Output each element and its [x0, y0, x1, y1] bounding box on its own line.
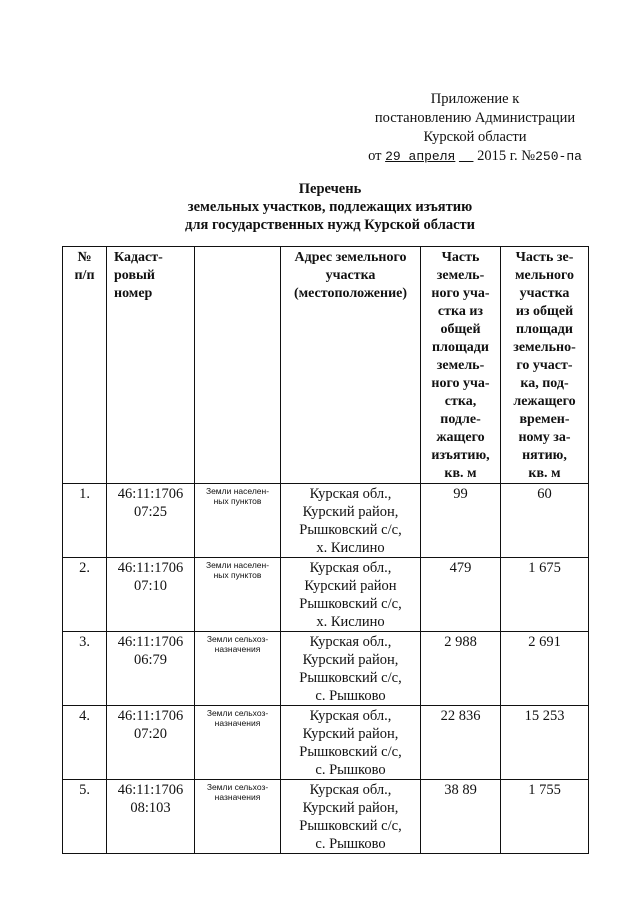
title-line-2: земельных участков, подлежащих изъятию — [187, 199, 473, 215]
table-row — [63, 780, 589, 854]
row-address: Курская обл., Курский район Рышковский с/с, х. Кислино — [281, 558, 421, 632]
row-cadastral: 46:11:1706 07:20 — [107, 706, 195, 780]
row-category: Земли населен- ных пунктов — [195, 558, 281, 632]
row-temporary-area: 2 691 — [501, 632, 589, 706]
header-address: Адрес земельного участка (местоположение) — [281, 247, 421, 484]
table-row — [63, 558, 589, 632]
row-category: Земли сельхоз- назначения — [195, 632, 281, 706]
row-cadastral: 46:11:1706 07:10 — [107, 558, 195, 632]
document-title — [60, 180, 600, 234]
date-prefix: от — [368, 148, 382, 164]
row-address: Курская обл., Курский район, Рышковский с/с, х. Кислино — [281, 484, 421, 558]
row-cadastral: 46:11:1706 06:79 — [107, 632, 195, 706]
row-number: 2. — [63, 558, 107, 632]
title-line-1: Перечень — [298, 181, 362, 197]
row-seized-area: 2 988 — [421, 632, 501, 706]
row-number: 1. — [63, 484, 107, 558]
row-temporary-area: 15 253 — [501, 706, 589, 780]
row-category: Земли сельхоз- назначения — [195, 780, 281, 854]
row-seized-area: 38 89 — [421, 780, 501, 854]
appendix-header — [350, 90, 600, 166]
table-row — [63, 484, 589, 558]
row-seized-area: 479 — [421, 558, 501, 632]
title-line-3: для государственных нужд Курской области — [185, 217, 475, 233]
header-number: № п/п — [63, 247, 107, 484]
row-number: 4. — [63, 706, 107, 780]
row-address: Курская обл., Курский район, Рышковский с/с, с. Рышково — [281, 706, 421, 780]
document-number: 250-па — [535, 149, 582, 164]
row-address: Курская обл., Курский район, Рышковский с/с, с. Рышково — [281, 632, 421, 706]
appendix-date-line — [350, 147, 600, 166]
table-row — [63, 632, 589, 706]
header-cadastral: Кадаст- ровый номер — [107, 247, 195, 484]
header-seized-area: Часть земель- ного уча- стка из общей площади земель- ного уча- стка, подле- жащего изъятию, кв. м — [421, 247, 501, 484]
row-category: Земли сельхоз- назначения — [195, 706, 281, 780]
row-number: 3. — [63, 632, 107, 706]
date-day-month: 29 апреля — [385, 149, 456, 164]
row-seized-area: 22 836 — [421, 706, 501, 780]
date-year: 2015 г. № — [477, 148, 536, 164]
land-plots-table — [62, 246, 589, 854]
table-header-row — [63, 247, 589, 484]
row-seized-area: 99 — [421, 484, 501, 558]
table-row — [63, 706, 589, 780]
row-cadastral: 46:11:1706 08:103 — [107, 780, 195, 854]
appendix-line-1: Приложение к — [430, 91, 520, 107]
header-category — [195, 247, 281, 484]
row-address: Курская обл., Курский район, Рышковский с/с, с. Рышково — [281, 780, 421, 854]
row-number: 5. — [63, 780, 107, 854]
header-temporary-area: Часть зе- мельного участка из общей площади земельно- го участ- ка, под- лежащего времен- ному за- нятию, кв. м — [501, 247, 589, 484]
row-temporary-area: 1 755 — [501, 780, 589, 854]
row-temporary-area: 1 675 — [501, 558, 589, 632]
appendix-line-3: Курской области — [423, 129, 527, 145]
row-temporary-area: 60 — [501, 484, 589, 558]
appendix-line-2: постановлению Администрации — [374, 110, 576, 126]
row-category: Земли населен- ных пунктов — [195, 484, 281, 558]
row-cadastral: 46:11:1706 07:25 — [107, 484, 195, 558]
